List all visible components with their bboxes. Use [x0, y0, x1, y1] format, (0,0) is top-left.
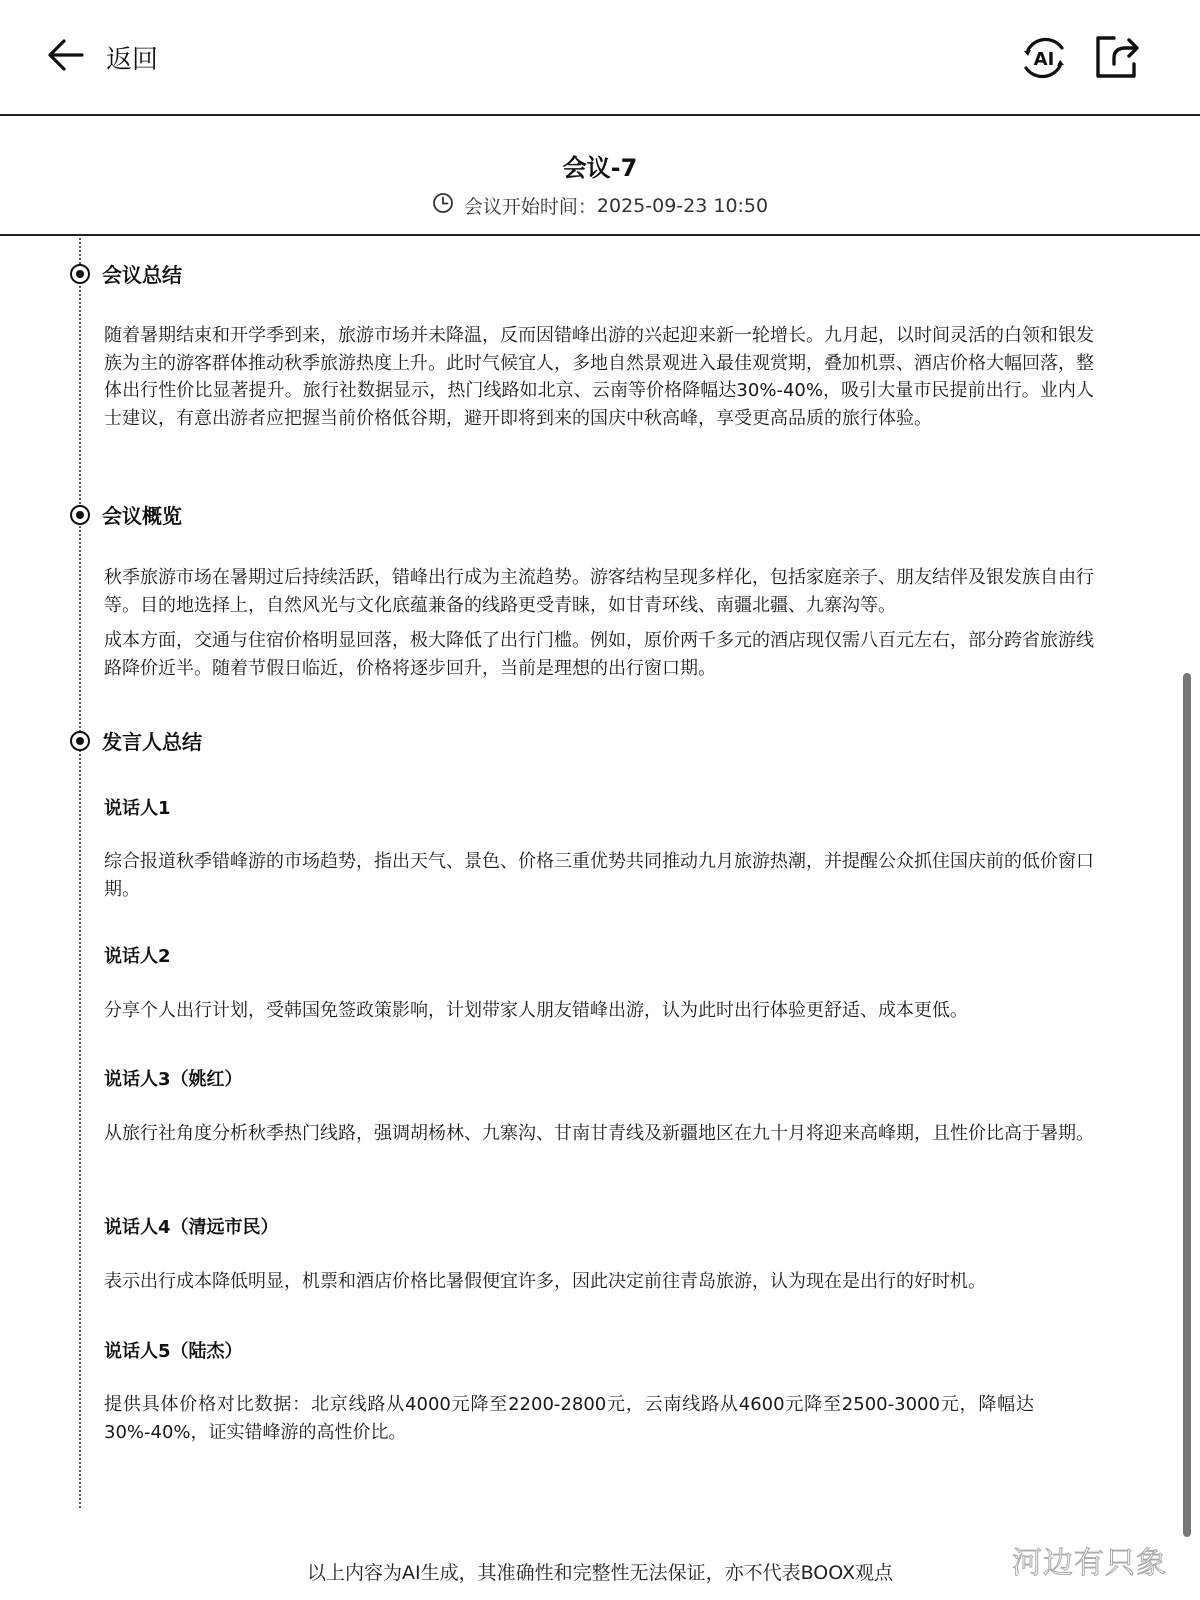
section-title: 会议总结 [102, 263, 182, 287]
timeline-dot-icon [70, 264, 90, 284]
meeting-time-label: 会议开始时间： [463, 196, 597, 218]
section-title: 发言人总结 [102, 730, 202, 754]
arrow-left-icon [46, 35, 86, 79]
speaker-summary: 提供具体价格对比数据：北京线路从4000元降至2200-2800元，云南线路从4600元降至2500-3000元，降幅达30%-40%，证实错峰游的高性价比。 [104, 1394, 1034, 1443]
speaker-name: 说话人4（清远市民） [104, 1217, 279, 1238]
meeting-time-row [0, 192, 1200, 219]
back-label: 返回 [106, 44, 159, 75]
speaker-name: 说话人1 [104, 798, 171, 819]
speaker-summary: 分享个人出行计划，受韩国免签政策影响，计划带家人朋友错峰出游，认为此时出行体验更舒适、成本更低。 [104, 1000, 968, 1021]
watermark: 河边有只象 [1012, 1546, 1167, 1581]
top-bar [0, 0, 1200, 116]
svg-text:AI: AI [1033, 49, 1055, 70]
meeting-time-value: 2025-09-23 10:50 [596, 194, 769, 217]
meeting-title: 会议-7 [562, 154, 638, 182]
timeline-dot-icon [70, 505, 90, 525]
timeline-dot-icon [70, 731, 90, 751]
speaker-summary: 表示出行成本降低明显，机票和酒店价格比暑假便宜许多，因此决定前往青岛旅游，认为现在是出行的好时机。 [104, 1271, 986, 1292]
timeline-line [79, 238, 81, 1508]
section-heading [70, 500, 182, 529]
speaker-summary: 从旅行社角度分析秋季热门线路，强调胡杨林、九寨沟、甘南甘青线及新疆地区在九十月将迎来高峰期，且性价比高于暑期。 [104, 1123, 1094, 1144]
ai-disclaimer: 以上内容为AI生成，其准确性和完整性无法保证，亦不代表BOOX观点 [306, 1562, 893, 1584]
speaker-summary: 综合报道秋季错峰游的市场趋势，指出天气、景色、价格三重优势共同推动九月旅游热潮，并提醒公众抓住国庆前的低价窗口期。 [104, 851, 1094, 900]
speaker-name: 说话人3（姚红） [104, 1069, 243, 1090]
share-icon [1094, 65, 1142, 84]
summary-paragraph: 随着暑期结束和开学季到来，旅游市场并未降温，反而因错峰出游的兴起迎来新一轮增长。九月起，以时间灵活的白领和银发族为主的游客群体推动秋季旅游热度上升。此时气候宜人，多地自然景观进入最佳观赏期，叠加机票、酒店价格大幅回落，整体出行性价比显著提升。旅行社数据显示，热门线路如北京、云南等价格降幅达30%-40%，吸引大量市民提前出行。业内人士建议，有意出游者应把握当前价格低谷期，避开即将到来的国庆中秋高峰，享受更高品质的旅行体验。 [104, 325, 1094, 429]
section-heading [70, 726, 202, 755]
overview-paragraph: 成本方面，交通与住宿价格明显回落，极大降低了出行门槛。例如，原价两千多元的酒店现仅需八百元左右，部分跨省旅游线路降价近半。随着节假日临近，价格将逐步回升，当前是理想的出行窗口期。 [104, 630, 1094, 679]
back-button[interactable] [46, 34, 158, 80]
meeting-header [0, 116, 1200, 236]
share-button[interactable] [1094, 34, 1142, 80]
scrollbar[interactable] [1183, 673, 1191, 1537]
speaker-name: 说话人2 [104, 946, 171, 967]
section-heading [70, 259, 182, 288]
clock-icon [432, 192, 464, 219]
overview-paragraph: 秋季旅游市场在暑期过后持续活跃，错峰出行成为主流趋势。游客结构呈现多样化，包括家庭亲子、朋友结伴及银发族自由行等。目的地选择上，自然风光与文化底蕴兼备的线路更受青睐，如甘青环线、南疆北疆、九寨沟等。 [104, 567, 1094, 616]
section-title: 会议概览 [102, 504, 182, 528]
speaker-name: 说话人5（陆杰） [104, 1341, 243, 1362]
ai-regenerate-button[interactable] [1018, 32, 1070, 84]
summary-content [0, 238, 1160, 1528]
ai-refresh-icon [1018, 49, 1070, 88]
